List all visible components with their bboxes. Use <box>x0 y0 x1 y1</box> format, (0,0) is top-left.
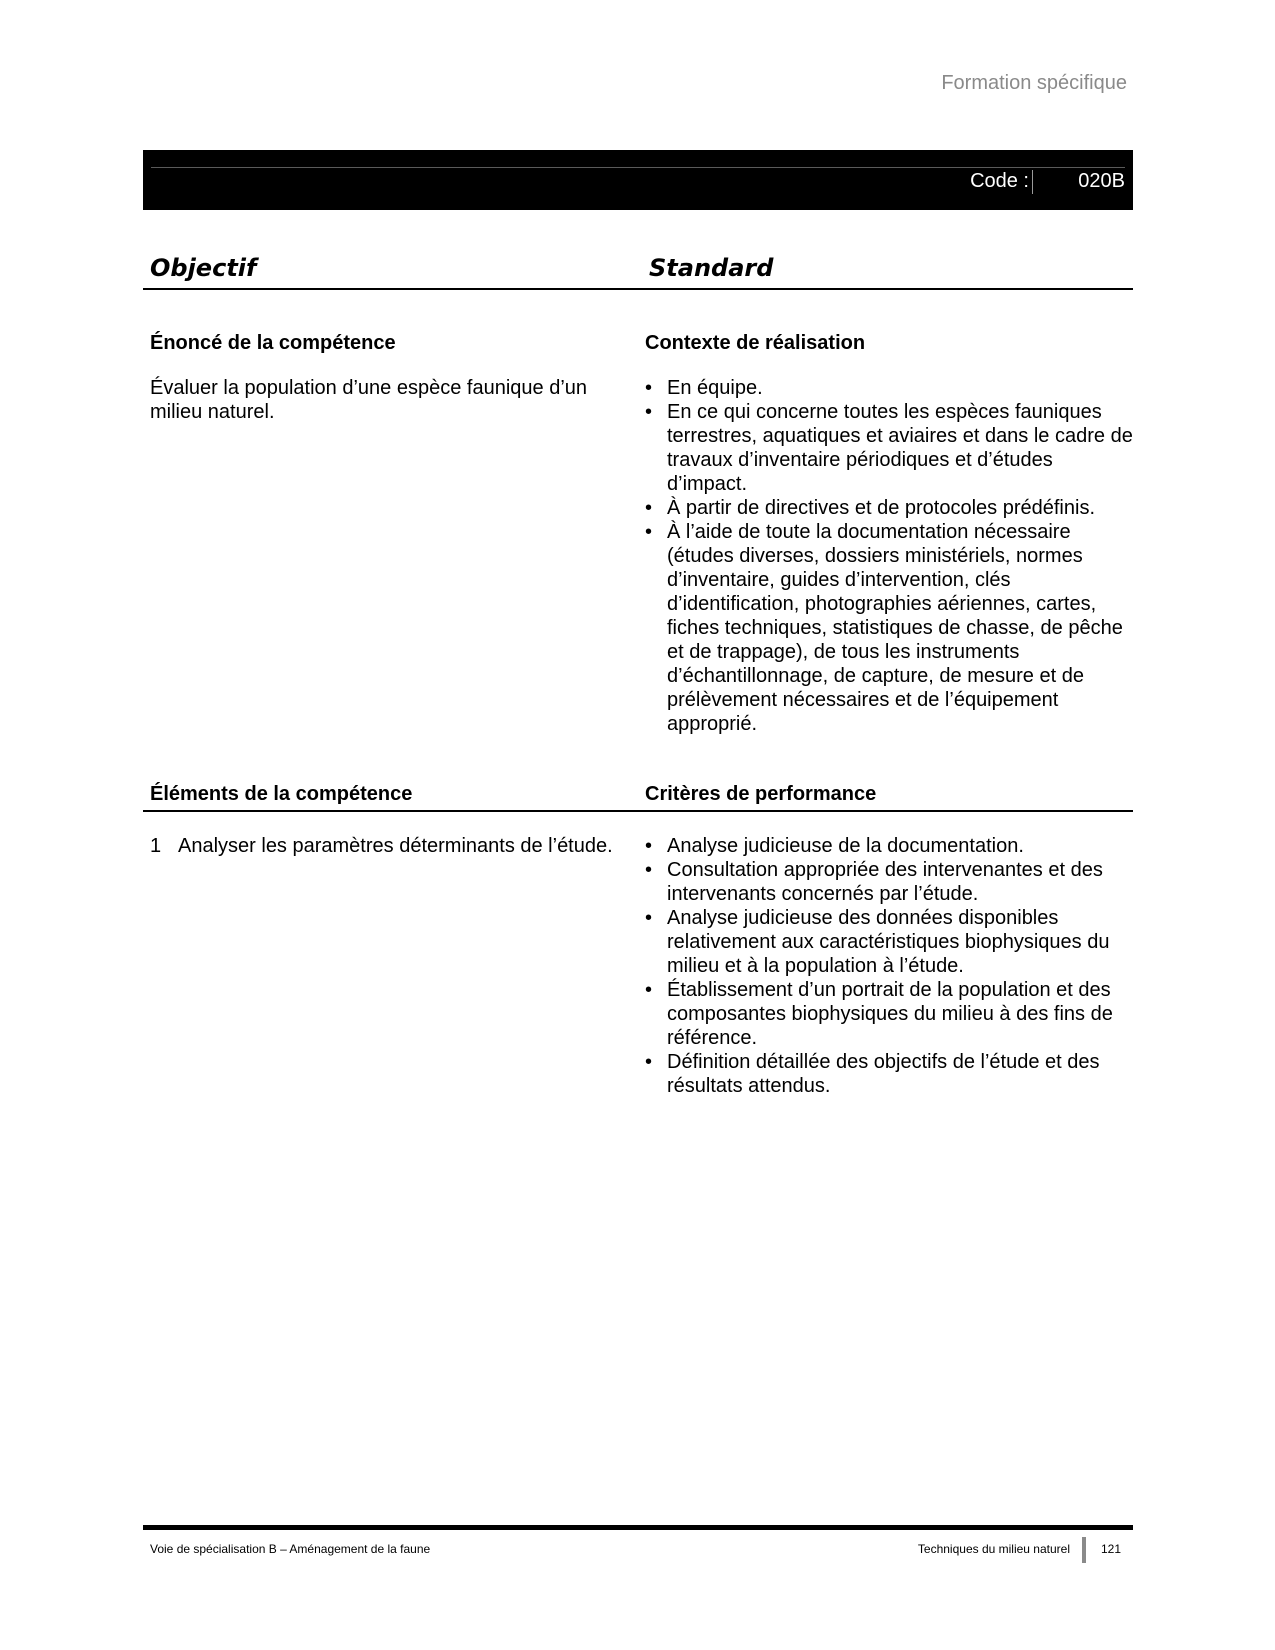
contexte-title <box>645 331 1133 355</box>
element-item <box>150 834 620 858</box>
code-label: Code : <box>970 170 1029 192</box>
footer-left: Voie de spécialisation B – Aménagement de la faune <box>150 1542 431 1556</box>
criteres-list <box>645 834 1133 1098</box>
heading-standard: Standard <box>649 254 774 282</box>
contexte-list <box>645 376 1133 736</box>
code-bar <box>143 150 1133 210</box>
element-number: 1 <box>150 835 162 857</box>
footer-right: Techniques du milieu naturel <box>917 1542 1070 1556</box>
bullet-item: • Définition détaillée des objectifs de l’étude et des résultats attendus. <box>645 1050 1133 1098</box>
code-bar-rule <box>151 167 1125 168</box>
bullet-item: • Consultation appropriée des intervenantes et des intervenants concernés par l’étude. <box>645 858 1133 906</box>
enonce-title-text: Énoncé de la compétence <box>150 332 396 354</box>
criteres-title <box>645 782 1133 806</box>
heading-objectif: Objectif <box>150 254 257 282</box>
page-number: 121 <box>1101 1542 1122 1556</box>
bullet-item: • Établissement d’un portrait de la population et des composantes biophysiques du milieu à des fins de référence. <box>645 978 1133 1050</box>
elements-title <box>150 782 620 806</box>
footer-separator <box>1082 1537 1086 1563</box>
criteres-title-text: Critères de performance <box>645 783 877 805</box>
elements-title-text: Éléments de la compétence <box>150 783 413 805</box>
bullet-item: • En équipe. <box>645 376 1133 400</box>
code-value: 020B <box>1078 170 1125 192</box>
contexte-title-text: Contexte de réalisation <box>645 332 866 354</box>
section-rule <box>143 810 1133 812</box>
elements-list <box>150 834 620 858</box>
bullet-item: • En ce qui concerne toutes les espèces fauniques terrestres, aquatiques et aviaires et dans le cadre de travaux d’inventaire périodiques et d’études d’impact. <box>645 400 1133 496</box>
footer-rule <box>143 1525 1133 1530</box>
enonce-title <box>150 331 620 355</box>
bullet-item: • Analyse judicieuse des données disponibles relativement aux caractéristiques biophysiques du milieu et à la population à l’étude. <box>645 906 1133 978</box>
column-headings <box>143 254 1133 290</box>
element-text: Analyser les paramètres déterminants de l’étude. <box>178 835 613 857</box>
running-head: Formation spécifique <box>941 72 1127 94</box>
bullet-item: • À l’aide de toute la documentation nécessaire (études diverses, dossiers ministériels, normes d’inventaire, guides d’intervention, clés d’identification, photographies aériennes, cartes, fiches techniques, statistiques de chasse, de pêche et de trappage), de tous les instruments d’échantillonnage, de capture, de mesure et de prélèvement nécessaires et de l’équipement approprié. <box>645 520 1133 736</box>
bullet-item: • Analyse judicieuse de la documentation. <box>645 834 1133 858</box>
code-separator <box>1032 170 1033 194</box>
enonce-text: Évaluer la population d’une espèce faunique d’un milieu naturel. <box>150 377 588 423</box>
bullet-item: • À partir de directives et de protocoles prédéfinis. <box>645 496 1133 520</box>
